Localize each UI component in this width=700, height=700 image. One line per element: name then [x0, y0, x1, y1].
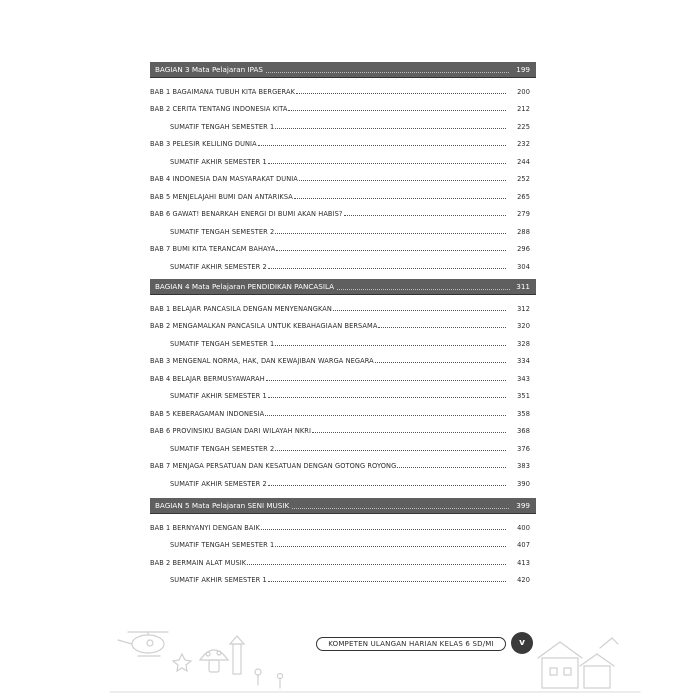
- toc-entry-chapter: [150, 236, 536, 254]
- entry-page-number: 334: [517, 357, 530, 365]
- entry-page-number: 320: [517, 322, 530, 330]
- entry-page-number: 351: [517, 392, 530, 400]
- mushroom-icon: [200, 650, 228, 672]
- dotted-leader: [266, 380, 506, 381]
- entry-label: BAB 3 PELESIR KELILING DUNIA: [150, 140, 257, 148]
- toc-entry-assessment: [150, 383, 536, 401]
- dotted-leader: [268, 163, 506, 164]
- entry-label: BAB 4 INDONESIA DAN MASYARAKAT DUNIA: [150, 175, 298, 183]
- entry-page-number: 225: [517, 122, 530, 131]
- dotted-leader: [288, 110, 506, 111]
- toc-entry-chapter: [150, 78, 536, 96]
- decorative-doodles: [0, 610, 700, 700]
- star-icon: [173, 654, 191, 671]
- entry-page-number: 244: [517, 157, 530, 166]
- dotted-leader: [268, 581, 506, 582]
- dotted-leader: [312, 432, 506, 433]
- entry-label: SUMATIF TENGAH SEMESTER 2: [170, 444, 275, 453]
- section-page-number: 311: [516, 282, 530, 291]
- dotted-leader: [378, 327, 506, 328]
- dotted-leader: [276, 250, 506, 251]
- toc-entry-chapter: [150, 96, 536, 114]
- tower-icon: [230, 636, 244, 674]
- entry-page-number: 376: [517, 444, 530, 453]
- entry-page-number: 279: [517, 210, 530, 218]
- dotted-leader: [275, 233, 506, 234]
- entry-page-number: 212: [517, 105, 530, 113]
- section-header-bar: [150, 498, 536, 514]
- helicopter-icon: [118, 632, 168, 656]
- toc-entry-assessment: [150, 567, 536, 585]
- toc-entry-assessment: [150, 330, 536, 348]
- toc-section: [150, 279, 536, 488]
- toc-entry-chapter: [150, 201, 536, 219]
- entry-page-number: 420: [517, 576, 530, 584]
- entry-label: BAB 1 BELAJAR PANCASILA DENGAN MENYENANGKAN: [150, 304, 332, 313]
- entry-label: BAB 1 BERNYANYI DENGAN BAIK: [150, 523, 261, 532]
- entry-page-number: 252: [517, 175, 530, 183]
- entry-label: BAB 7 MENJAGA PERSATUAN DAN KESATUAN DENGAN GOTONG ROYONG: [150, 462, 397, 470]
- toc-section: [150, 62, 536, 271]
- entry-page-number: 265: [517, 192, 530, 201]
- entry-page-number: 288: [517, 227, 530, 236]
- toc-entry-chapter: [150, 348, 536, 366]
- entry-label: SUMATIF TENGAH SEMESTER 2: [170, 227, 275, 236]
- dotted-leader: [268, 397, 506, 398]
- toc-entry-chapter: [150, 453, 536, 471]
- page-number: v: [519, 638, 525, 648]
- page-number-badge: [511, 632, 533, 654]
- dotted-leader: [275, 128, 506, 129]
- entry-label: SUMATIF AKHIR SEMESTER 2: [170, 479, 267, 488]
- toc-entry-chapter: [150, 313, 536, 331]
- entry-label: SUMATIF AKHIR SEMESTER 1: [170, 576, 267, 584]
- section-title-wrap: [155, 282, 510, 291]
- toc-entry-chapter: [150, 400, 536, 418]
- toc-entry-assessment: [150, 435, 536, 453]
- toc-entry-assessment: [150, 470, 536, 488]
- entry-label: BAB 5 MENJELAJAHI BUMI DAN ANTARIKSA: [150, 192, 293, 201]
- entry-label: BAB 2 MENGAMALKAN PANCASILA UNTUK KEBAHAGIAAN BERSAMA: [150, 322, 378, 330]
- entry-label: BAB 6 GAWAT! BENARKAH ENERGI DI BUMI AKAN HABIS?: [150, 210, 343, 218]
- entry-label: BAB 5 KEBERAGAMAN INDONESIA: [150, 409, 265, 418]
- dotted-leader: [247, 564, 506, 565]
- section-header-bar: [150, 279, 536, 295]
- entry-page-number: 296: [517, 245, 530, 253]
- toc-entry-chapter: [150, 166, 536, 184]
- toc-entry-chapter: [150, 365, 536, 383]
- toc-entry-chapter: [150, 183, 536, 201]
- section-page-number: 199: [516, 65, 530, 74]
- toc-entry-assessment: [150, 532, 536, 550]
- section-page-number: 399: [516, 501, 530, 510]
- section-title-wrap: [155, 65, 510, 74]
- entry-page-number: 343: [517, 374, 530, 383]
- entry-page-number: 413: [517, 558, 530, 567]
- entry-label: SUMATIF AKHIR SEMESTER 1: [170, 392, 267, 400]
- section-title: BAGIAN 4 Mata Pelajaran PENDIDIKAN PANCASILA: [155, 282, 335, 291]
- entry-page-number: 358: [517, 409, 530, 418]
- entry-page-number: 400: [517, 523, 530, 532]
- entry-label: BAB 6 PROVINSIKU BAGIAN DARI WILAYAH NKRI: [150, 427, 312, 435]
- dotted-leader: [344, 215, 507, 216]
- entry-page-number: 200: [517, 87, 530, 96]
- entry-page-number: 368: [517, 427, 530, 435]
- toc-entry-assessment: [150, 253, 536, 271]
- toc-entry-chapter: [150, 295, 536, 313]
- dotted-leader: [268, 485, 506, 486]
- toc-entry-chapter: [150, 131, 536, 149]
- toc-entry-chapter: [150, 514, 536, 532]
- entry-label: SUMATIF TENGAH SEMESTER 1: [170, 541, 275, 549]
- toc-entry-assessment: [150, 218, 536, 236]
- book-title-banner: [316, 637, 506, 651]
- dotted-leader: [375, 362, 506, 363]
- toc-entry-chapter: [150, 549, 536, 567]
- toc-section: [150, 498, 536, 584]
- entry-label: SUMATIF AKHIR SEMESTER 1: [170, 157, 267, 166]
- section-title: BAGIAN 5 Mata Pelajaran SENI MUSIK: [155, 501, 290, 510]
- dotted-leader: [261, 529, 506, 530]
- section-header-bar: [150, 62, 536, 78]
- section-title-wrap: [155, 501, 510, 510]
- dotted-leader: [299, 180, 506, 181]
- section-title: BAGIAN 3 Mata Pelajaran IPAS: [155, 65, 263, 74]
- entry-page-number: 312: [517, 304, 530, 313]
- entry-page-number: 383: [517, 462, 530, 470]
- entry-label: SUMATIF AKHIR SEMESTER 2: [170, 262, 267, 271]
- entry-label: SUMATIF TENGAH SEMESTER 1: [170, 339, 275, 348]
- dotted-leader: [397, 467, 506, 468]
- dotted-leader: [294, 198, 506, 199]
- dotted-leader: [333, 310, 506, 311]
- entry-label: BAB 4 BELAJAR BERMUSYAWARAH: [150, 374, 265, 383]
- entry-page-number: 390: [517, 479, 530, 488]
- dotted-leader: [275, 546, 506, 547]
- entry-label: SUMATIF TENGAH SEMESTER 1: [170, 122, 275, 131]
- entry-page-number: 232: [517, 140, 530, 148]
- entry-label: BAB 7 BUMI KITA TERANCAM BAHAYA: [150, 245, 276, 253]
- entry-label: BAB 1 BAGAIMANA TUBUH KITA BERGERAK: [150, 87, 296, 96]
- dotted-leader: [265, 415, 506, 416]
- toc-entry-chapter: [150, 418, 536, 436]
- dotted-leader: [268, 268, 506, 269]
- entry-label: BAB 3 MENGENAL NORMA, HAK, DAN KEWAJIBAN WARGA NEGARA: [150, 357, 374, 365]
- entry-page-number: 407: [517, 541, 530, 549]
- entry-page-number: 304: [517, 262, 530, 271]
- dotted-leader: [258, 145, 506, 146]
- houses-icon: [538, 638, 618, 688]
- entry-label: BAB 2 CERITA TENTANG INDONESIA KITA: [150, 105, 288, 113]
- entry-page-number: 328: [517, 339, 530, 348]
- dotted-leader: [275, 345, 506, 346]
- entry-label: BAB 2 BERMAIN ALAT MUSIK: [150, 558, 247, 567]
- toc-entry-assessment: [150, 113, 536, 131]
- dotted-leader: [296, 93, 506, 94]
- toc-entry-assessment: [150, 148, 536, 166]
- book-title: KOMPETEN ULANGAN HARIAN KELAS 6 SD/MI: [328, 640, 494, 648]
- figures-icon: [255, 669, 283, 688]
- dotted-leader: [275, 450, 506, 451]
